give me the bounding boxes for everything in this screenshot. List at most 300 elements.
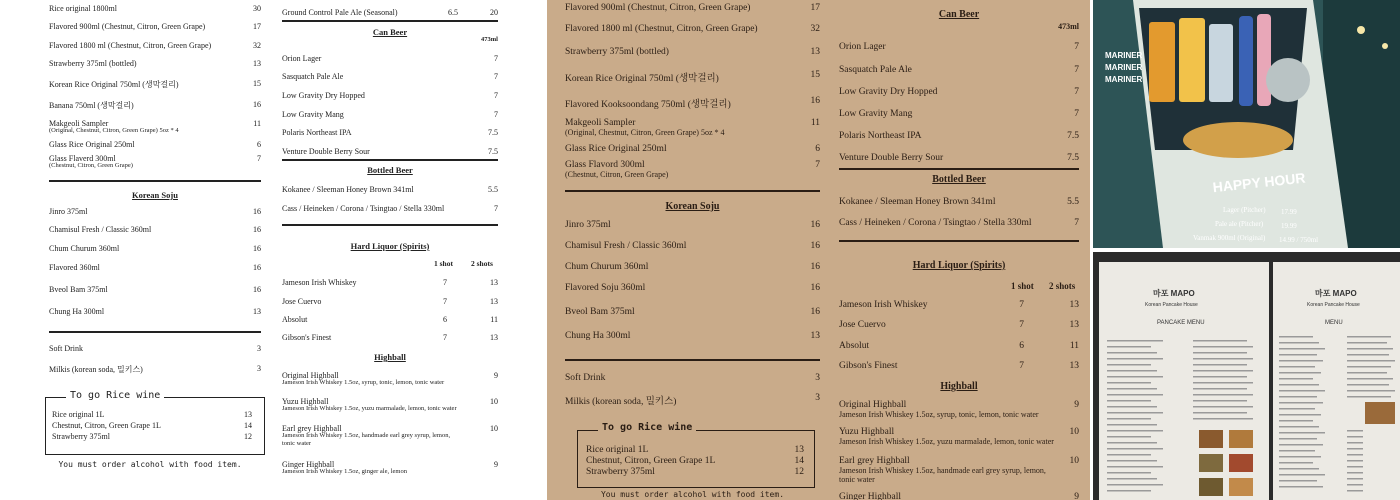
menu-text-line: [1193, 376, 1247, 378]
menu-text-line: [1347, 460, 1363, 462]
poster-line-name: Lager (Pitcher): [1223, 206, 1266, 214]
item-description: (Original, Chestnut, Citron, Green Grape) 5oz * 4: [565, 128, 725, 137]
item-name: Flavored 1800 ml (Chestnut, Citron, Green Grape): [49, 41, 212, 50]
menu-text-line: [1193, 400, 1247, 402]
bottle-icon: [1257, 14, 1271, 106]
item-price: 32: [810, 24, 820, 34]
shot-column-label: 1 shot: [1011, 281, 1034, 291]
shot-price: 7: [443, 297, 447, 306]
section-title: Bottled Beer: [367, 165, 413, 175]
menu-text-line: [1279, 342, 1319, 344]
section-title: Can Beer: [938, 9, 980, 20]
item-name: Strawberry 375ml: [586, 467, 655, 477]
poster-line-price: 17.99: [1281, 208, 1297, 216]
menu-subtitle: Korean Pancake House: [1307, 302, 1360, 308]
menu-text-line: [1193, 352, 1247, 354]
double-shot-price: 13: [1069, 361, 1079, 371]
menu-text-line: [1107, 436, 1151, 438]
menu-text-line: [1279, 336, 1313, 338]
menu-text-line: [1279, 450, 1315, 452]
item-price: 16: [253, 225, 261, 234]
item-name: Milkis (korean soda, 밀키스): [49, 365, 143, 374]
menu-text-line: [1279, 354, 1317, 356]
item-price: 7: [494, 91, 498, 100]
shot-price: 6: [1019, 341, 1024, 351]
item-name: Makgeoli Sampler: [565, 118, 636, 128]
menu-text-line: [1193, 388, 1247, 390]
shot-column-label: 2 shots: [1049, 281, 1076, 291]
menu-text-line: [1107, 340, 1163, 342]
item-name: Jinro 375ml: [565, 220, 611, 230]
menu-text-line: [1279, 438, 1317, 440]
item-name: Glass Flavord 300ml: [565, 160, 645, 170]
item-name: Soft Drink: [49, 344, 83, 353]
item-price: 13: [253, 59, 261, 68]
item-name: Low Gravity Dry Hopped: [839, 87, 938, 97]
item-name: Absolut: [839, 341, 870, 351]
menu-text-line: [1347, 472, 1363, 474]
food-plate-icon: [1183, 122, 1293, 158]
item-price: 16: [810, 307, 820, 317]
item-name: Glass Rice Original 250ml: [49, 140, 135, 149]
section-title: Highball: [374, 352, 406, 362]
menu-text-line: [1279, 360, 1323, 362]
item-name: Strawberry 375ml (bottled): [565, 47, 669, 57]
item-price: 13: [253, 307, 261, 316]
item-price: 12: [244, 432, 252, 441]
menu-text-line: [1347, 354, 1389, 356]
menu-text-line: [1279, 390, 1325, 392]
bottle-icon: [1239, 16, 1253, 106]
item-price: 7: [1074, 65, 1079, 75]
menu-text-line: [1107, 484, 1163, 486]
menu-text-line: [1279, 456, 1321, 458]
menu-text-line: [1193, 340, 1247, 342]
menu-text-line: [1347, 378, 1393, 380]
item-name: Strawberry 375ml (bottled): [49, 59, 137, 68]
double-shot-price: 11: [490, 315, 498, 324]
item-price: 10: [490, 397, 498, 406]
menu-photo: [547, 0, 1090, 500]
menu-text-line: [1347, 336, 1391, 338]
section-divider: [49, 331, 261, 333]
item-name: Chestnut, Citron, Green Grape 1L: [52, 421, 161, 430]
menu-text-line: [1279, 348, 1325, 350]
menu-text-line: [1279, 462, 1313, 464]
item-name: Chamisul Fresh / Classic 360ml: [49, 225, 152, 234]
section-title: Can Beer: [372, 27, 408, 37]
item-name: Venture Double Berry Sour: [839, 153, 944, 163]
item-description: (Chestnut, Citron, Green Grape): [565, 170, 669, 179]
menu-text-line: [1107, 364, 1151, 366]
item-description: Jameson Irish Whiskey 1.5oz, handmade earl grey syrup, lemon,: [282, 432, 451, 439]
section-divider: [565, 359, 820, 361]
menu-logo: 마포 MAPO: [1315, 289, 1357, 298]
food-photo: [1229, 454, 1253, 472]
double-shot-price: 13: [490, 333, 498, 342]
item-price: 9: [494, 460, 498, 469]
section-divider: [839, 240, 1079, 242]
item-name: Yuzu Highball: [839, 427, 895, 437]
menu-text-line: [1347, 448, 1363, 450]
item-name: Glass Rice Original 250ml: [565, 144, 667, 154]
poster-line-name: Pale ale (Pitcher): [1215, 220, 1264, 228]
item-price: 7: [494, 72, 498, 81]
item-name: Chum Churum 360ml: [565, 262, 649, 272]
item-name: Orion Lager: [839, 42, 886, 52]
item-name: Yuzu Highball: [282, 397, 329, 406]
menu-text-line: [1107, 466, 1163, 468]
item-price: 17: [253, 22, 261, 31]
menu-text-line: [1279, 426, 1319, 428]
item-price: 11: [253, 119, 261, 128]
poster-line-price: 14.99 / 750ml: [1279, 236, 1319, 244]
menu-text-line: [1347, 478, 1363, 480]
item-name: Gibson's Finest: [282, 333, 332, 342]
menu-text-line: [1347, 348, 1393, 350]
menu-text-line: [1107, 370, 1157, 372]
item-description: Jameson Irish Whiskey 1.5oz, syrup, tonic, lemon, tonic water: [839, 410, 1039, 419]
menu-text-line: [1193, 418, 1253, 420]
framed-menu-photo: [1093, 252, 1400, 500]
menu-photo-right-column: [839, 0, 1079, 500]
item-name: Glass Flaverd 300ml: [49, 154, 116, 163]
item-price: 14: [244, 421, 252, 430]
item-name: Venture Double Berry Sour: [282, 147, 370, 156]
item-price: 20: [490, 8, 498, 17]
item-price: 14: [794, 456, 804, 466]
section-divider: [282, 224, 498, 226]
item-name: Kokanee / Sleeman Honey Brown 341ml: [839, 197, 996, 207]
item-name: Jose Cuervo: [839, 320, 886, 330]
item-description: Jameson Irish Whiskey 1.5oz, yuzu marmalade, lemon, tonic water: [839, 437, 1054, 446]
shot-price: 7: [443, 278, 447, 287]
menu-section-title: PANCAKE MENU: [1157, 320, 1205, 326]
double-shot-price: 13: [1069, 320, 1079, 330]
item-price: 16: [253, 100, 261, 109]
menu-text-line: [1193, 406, 1253, 408]
menu-text-line: [1279, 444, 1323, 446]
item-description: Jameson Irish Whiskey 1.5oz, handmade earl grey syrup, lemon,: [839, 466, 1046, 475]
item-name: Banana 750ml (생막걸리): [49, 101, 134, 110]
item-name: Jameson Irish Whiskey: [839, 300, 928, 310]
poster-line-name: Vanmak 900ml (Original): [1193, 234, 1266, 242]
item-price: 9: [494, 371, 498, 380]
item-price: 32: [253, 41, 261, 50]
item-price: 5.5: [488, 185, 498, 194]
menu-text-line: [1279, 396, 1317, 398]
item-name: Chamisul Fresh / Classic 360ml: [565, 241, 687, 251]
menu-text-line: [1193, 346, 1253, 348]
menu-text-line: [1347, 454, 1363, 456]
menu-text-line: [1279, 366, 1315, 368]
menu-photo-left-list: [565, 0, 820, 500]
menu-text-line: [1279, 414, 1321, 416]
item-name: Flavored 900ml (Chestnut, Citron, Green Grape): [49, 22, 206, 31]
menu-text-line: [1107, 400, 1151, 402]
to-go-title: To go Rice wine: [66, 390, 164, 401]
section-divider: [49, 180, 261, 182]
poster-line-price: 19.99: [1281, 222, 1297, 230]
item-name: Chum Churum 360ml: [49, 244, 120, 253]
menu-page-left: [0, 0, 275, 500]
menu-text-line: [1347, 396, 1391, 398]
to-go-list: [586, 431, 804, 487]
menu-text-line: [1107, 424, 1157, 426]
shot-price: 6: [443, 315, 447, 324]
item-description: Jameson Irish Whiskey 1.5oz, syrup, tonic, lemon, tonic water: [282, 379, 445, 386]
item-price: 13: [810, 331, 820, 341]
section-divider: [565, 190, 820, 192]
menu-text-line: [1279, 378, 1313, 380]
item-name: Jameson Irish Whiskey: [282, 278, 357, 287]
item-price: 7: [815, 160, 820, 170]
item-name: Cass / Heineken / Corona / Tsingtao / Stella 330ml: [282, 204, 445, 213]
item-name: Flavored 1800 ml (Chestnut, Citron, Green Grape): [565, 24, 758, 34]
menu-text-line: [1279, 408, 1315, 410]
menu-text-line: [1347, 384, 1389, 386]
item-price: 7: [1074, 218, 1079, 228]
section-title: Korean Soju: [132, 190, 178, 200]
menu-text-line: [1193, 364, 1247, 366]
menu-logo: 마포 MAPO: [1153, 289, 1195, 298]
menu-text-line: [1279, 474, 1325, 476]
item-price: 12: [794, 467, 804, 477]
menu-text-line: [1107, 358, 1163, 360]
item-name: Strawberry 375ml: [52, 432, 110, 441]
menu-text-line: [1107, 472, 1151, 474]
item-price: 7: [1074, 42, 1079, 52]
shot-price: 7: [1019, 361, 1024, 371]
item-name: Low Gravity Mang: [282, 110, 344, 119]
menu-text-line: [1107, 490, 1151, 492]
menu-text-line: [1347, 490, 1363, 492]
item-name: Cass / Heineken / Corona / Tsingtao / Stella 330ml: [839, 218, 1032, 228]
menu-board-illustration: [1093, 252, 1400, 500]
section-title: Hard Liquor (Spirits): [350, 241, 430, 251]
item-price: 16: [810, 96, 820, 106]
item-price: 16: [810, 241, 820, 251]
to-go-title: To go Rice wine: [598, 422, 696, 433]
double-shot-price: 11: [1069, 341, 1079, 351]
menu-text-line: [1107, 406, 1157, 408]
alcohol-notice: You must order alcohol with food item.: [600, 490, 785, 499]
to-go-box: [45, 390, 265, 455]
item-name: Jose Cuervo: [282, 297, 322, 306]
menu-text-line: [1279, 480, 1317, 482]
item-price: 16: [253, 244, 261, 253]
item-price: 7.5: [1067, 131, 1079, 141]
menu-photo-left-column: [565, 0, 865, 500]
menu-subtitle: Korean Pancake House: [1145, 302, 1198, 308]
shot-price: 7: [1019, 320, 1024, 330]
menu-text-line: [1107, 442, 1157, 444]
item-price: 9: [1074, 400, 1079, 410]
item-name: Sasquatch Pale Ale: [282, 72, 344, 81]
section-divider: [282, 159, 498, 161]
menu-text-line: [1193, 358, 1253, 360]
item-description: tonic water: [839, 475, 875, 484]
item-price: 15: [253, 79, 261, 88]
section-divider: [282, 20, 498, 22]
item-description: Jameson Irish Whiskey 1.5oz, ginger ale, lemon: [282, 468, 407, 475]
to-go-box: [577, 422, 815, 488]
item-name: Flavored Soju 360ml: [565, 283, 646, 293]
menu-text-line: [1107, 478, 1157, 480]
item-price: 10: [1069, 427, 1079, 437]
item-description: Jameson Irish Whiskey 1.5oz, yuzu marmalade, lemon, tonic water: [282, 405, 457, 412]
item-description: (Chestnut, Citron, Green Grape): [49, 162, 133, 169]
item-name: Ginger Highball: [282, 460, 335, 469]
poster-illustration: [1093, 0, 1400, 248]
item-name: Jinro 375ml: [49, 207, 88, 216]
menu-text-line: [1279, 432, 1325, 434]
menu-text-line: [1107, 418, 1151, 420]
menu-text-line: [1193, 370, 1253, 372]
item-price: 7: [1074, 87, 1079, 97]
menu-page-middle: [275, 0, 547, 500]
menu-text-line: [1107, 376, 1163, 378]
brand-text: MARINER: [1105, 63, 1143, 72]
item-name: Soft Drink: [565, 373, 606, 383]
can-size-label: 473ml: [1058, 22, 1079, 31]
item-name: Low Gravity Mang: [839, 109, 913, 119]
to-go-list: [52, 398, 252, 454]
item-price: 3: [257, 364, 261, 373]
menu-text-line: [1107, 382, 1151, 384]
food-photo: [1229, 430, 1253, 448]
item-name: Low Gravity Dry Hopped: [282, 91, 365, 100]
item-name: Earl grey Highball: [839, 456, 910, 466]
item-name: Chung Ha 300ml: [49, 307, 105, 316]
menu-text-line: [1347, 430, 1363, 432]
item-price: 6: [257, 140, 261, 149]
menu-section-title: MENU: [1325, 320, 1343, 326]
item-name: Kokanee / Sleeman Honey Brown 341ml: [282, 185, 414, 194]
food-photo: [1365, 402, 1395, 424]
item-price: 9: [1074, 492, 1079, 500]
item-name: Korean Rice Original 750ml (생막걸리): [49, 80, 179, 89]
item-price: 16: [810, 262, 820, 272]
item-name: Polaris Northeast IPA: [282, 128, 352, 137]
item-name: Sasquatch Pale Ale: [839, 65, 912, 75]
shot-column-label: 2 shots: [471, 259, 493, 268]
item-name: Rice original 1800ml: [49, 4, 117, 13]
item-price: 7: [494, 110, 498, 119]
item-price: 17: [810, 3, 820, 13]
section-title: Hard Liquor (Spirits): [912, 260, 1006, 271]
item-price: 10: [490, 424, 498, 433]
item-price: 16: [810, 283, 820, 293]
menu-text-line: [1347, 360, 1395, 362]
menu-text-line: [1279, 402, 1323, 404]
can-size-label: 473ml: [481, 36, 498, 43]
menu-text-line: [1107, 346, 1151, 348]
menu-text-line: [1279, 486, 1323, 488]
item-name: Chestnut, Citron, Green Grape 1L: [586, 456, 716, 466]
item-price: 13: [244, 410, 252, 419]
item-price: 15: [810, 70, 820, 80]
item-price: 5.5: [1067, 197, 1079, 207]
menu-text-line: [1107, 352, 1157, 354]
string-light-icon: [1382, 43, 1388, 49]
section-title: Bottled Beer: [932, 174, 986, 185]
item-name: Ground Control Pale Ale (Seasonal): [282, 8, 398, 17]
item-name: Milkis (korean soda, 밀키스): [565, 397, 677, 407]
item-price: 7: [494, 54, 498, 63]
item-name: Ginger Highball: [839, 492, 902, 500]
item-name: Gibson's Finest: [839, 361, 898, 371]
item-price: 3: [815, 393, 820, 403]
item-name: Flavored Kooksoondang 750ml (생막걸리): [565, 100, 731, 110]
brand-text: MARINER: [1105, 51, 1143, 60]
food-photo: [1199, 454, 1223, 472]
menu-text-line: [1347, 436, 1363, 438]
item-price: 7.5: [488, 128, 498, 137]
item-name: Flavored 360ml: [49, 263, 100, 272]
beer-glass-icon: [1179, 18, 1205, 102]
menu-text-line: [1347, 372, 1387, 374]
menu-text-line: [1107, 430, 1163, 432]
item-description: (Original, Chestnut, Citron, Green Grape) 5oz * 4: [49, 127, 179, 134]
section-title: Highball: [940, 381, 978, 392]
food-photo: [1199, 430, 1223, 448]
item-price: 6: [815, 144, 820, 154]
beer-glass-icon: [1149, 22, 1175, 102]
double-shot-price: 13: [1069, 300, 1079, 310]
item-price: 13: [810, 47, 820, 57]
food-photo: [1229, 478, 1253, 496]
item-name: Polaris Northeast IPA: [839, 131, 922, 141]
item-price: 16: [253, 263, 261, 272]
food-photo: [1199, 478, 1223, 496]
item-name: Rice original 1L: [52, 410, 105, 419]
item-price: 16: [253, 207, 261, 216]
menu-text-line: [1107, 394, 1163, 396]
item-price: 7.5: [488, 147, 498, 156]
string-light-icon: [1357, 26, 1365, 34]
item-price: 30: [253, 4, 261, 13]
menu-text-line: [1347, 484, 1363, 486]
item-price: 6.5: [448, 8, 458, 17]
item-price: 7: [257, 154, 261, 163]
menu-text-line: [1193, 412, 1247, 414]
menu-text-line: [1107, 460, 1157, 462]
menu-text-line: [1347, 390, 1395, 392]
item-price: 3: [257, 344, 261, 353]
menu-text-line: [1279, 372, 1321, 374]
menu-text-line: [1347, 342, 1387, 344]
item-price: 13: [794, 445, 804, 455]
menu-text-line: [1107, 448, 1163, 450]
shot-column-label: 1 shot: [434, 259, 453, 268]
happy-hour-poster-photo: [1093, 0, 1400, 248]
item-price: 7: [1074, 109, 1079, 119]
menu-text-line: [1279, 420, 1313, 422]
happy-hour-banner: HAPPY HOUR: [1211, 169, 1307, 196]
item-name: Orion Lager: [282, 54, 322, 63]
item-price: 11: [810, 118, 820, 128]
menu-text-line: [1193, 382, 1253, 384]
item-price: 16: [810, 220, 820, 230]
menu-text-line: [1107, 412, 1163, 414]
item-name: Rice original 1L: [586, 445, 649, 455]
item-name: Makgeoli Sampler: [49, 119, 109, 128]
menu-text-line: [1279, 384, 1319, 386]
teapot-icon: [1266, 58, 1310, 102]
section-divider: [839, 168, 1079, 170]
alcohol-notice: You must order alcohol with food item.: [58, 460, 242, 469]
